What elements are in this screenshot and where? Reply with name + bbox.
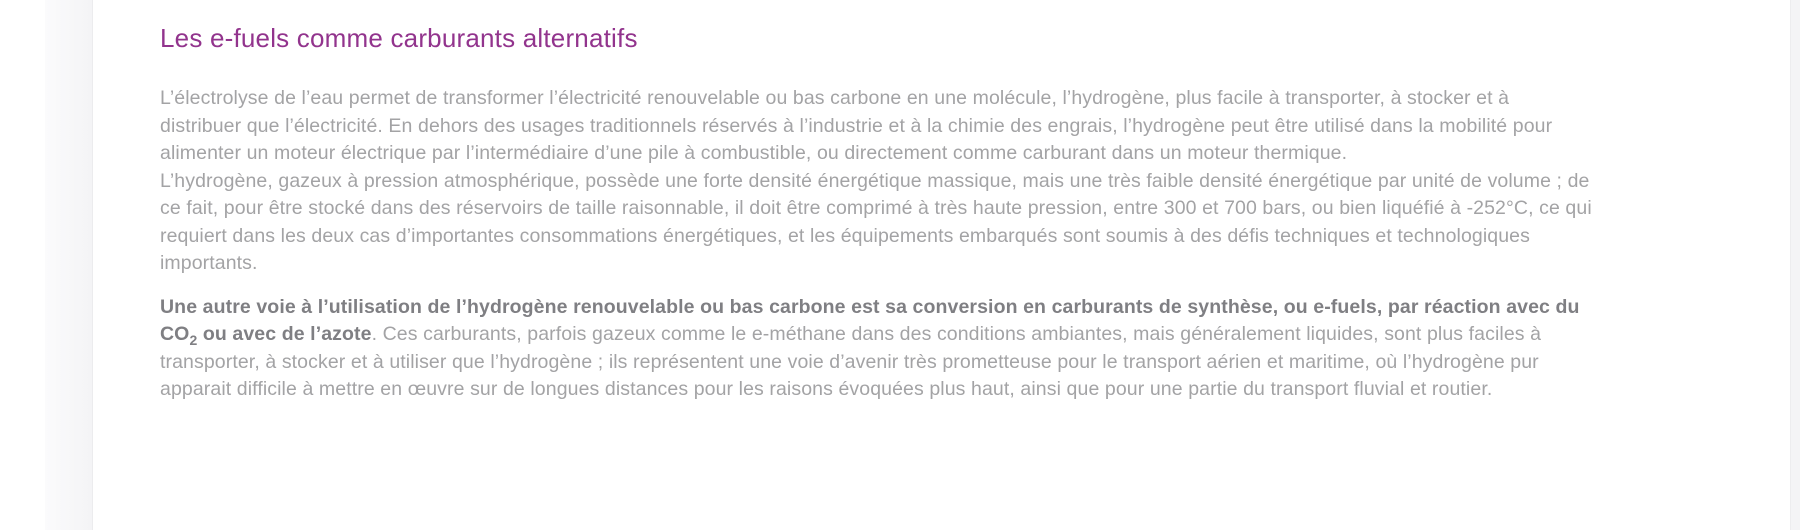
co2-subscript: 2 xyxy=(189,331,198,348)
bold-text-after-subscript: ou avec de l’azote xyxy=(197,323,372,345)
paragraph-hydrogen-intro xyxy=(160,85,1592,278)
regular-text-efuels: . Ces carburants, parfois gazeux comme le e-méthane dans des conditions ambiantes, mais généralement liquides, sont plus faciles à transporter, à stocker et à utiliser que l’hydrogène ; ils représentent une voie d’avenir très prometteuse pour le transport aérien et maritime, où l’hydrogène pur apparait difficile à mettre en œuvre sur de longues distances pour les raisons évoquées plus haut, ainsi que pour une partie du transport fluvial et routier. xyxy=(160,323,1542,400)
article-content xyxy=(160,0,1592,404)
page-right-margin-strip xyxy=(1790,0,1800,530)
paragraph-hydrogen-density-line: L’hydrogène, gazeux à pression atmosphérique, possède une forte densité énergétique massique, mais une très faible densité énergétique par unité de volume ; de ce fait, pour être stocké dans des réservoirs de taille raisonnable, il doit être comprimé à très haute pression, entre 300 et 700 bars, ou bien liquéfié à -252°C, ce qui requiert dans les deux cas d’importantes consommations énergétiques, et les équipements embarqués sont soumis à des défis techniques et technologiques importants. xyxy=(160,169,1592,274)
paragraph-hydrogen-intro-line1: L’électrolyse de l’eau permet de transformer l’électricité renouvelable ou bas carbone en une molécule, l’hydrogène, plus facile à transporter, à stocker et à distribuer que l’électricité. En dehors des usages traditionnels réservés à l’industrie et à la chimie des engrais, l’hydrogène peut être utilisé dans la mobilité pour alimenter un moteur électrique par l’intermédiaire d’une pile à combustible, ou directement comme carburant dans un moteur thermique. xyxy=(160,87,1553,164)
page-left-margin-strip xyxy=(45,0,93,530)
bold-text-before-subscript: Une autre voie à l’utilisation de l’hydrogène renouvelable ou bas carbone est sa conversion en carburants de synthèse, ou e-fuels, par réaction avec du CO xyxy=(160,295,1580,345)
article-title: Les e-fuels comme carburants alternatifs xyxy=(160,23,638,53)
article-body xyxy=(160,85,1592,404)
paragraph-efuels-conversion xyxy=(160,294,1592,404)
